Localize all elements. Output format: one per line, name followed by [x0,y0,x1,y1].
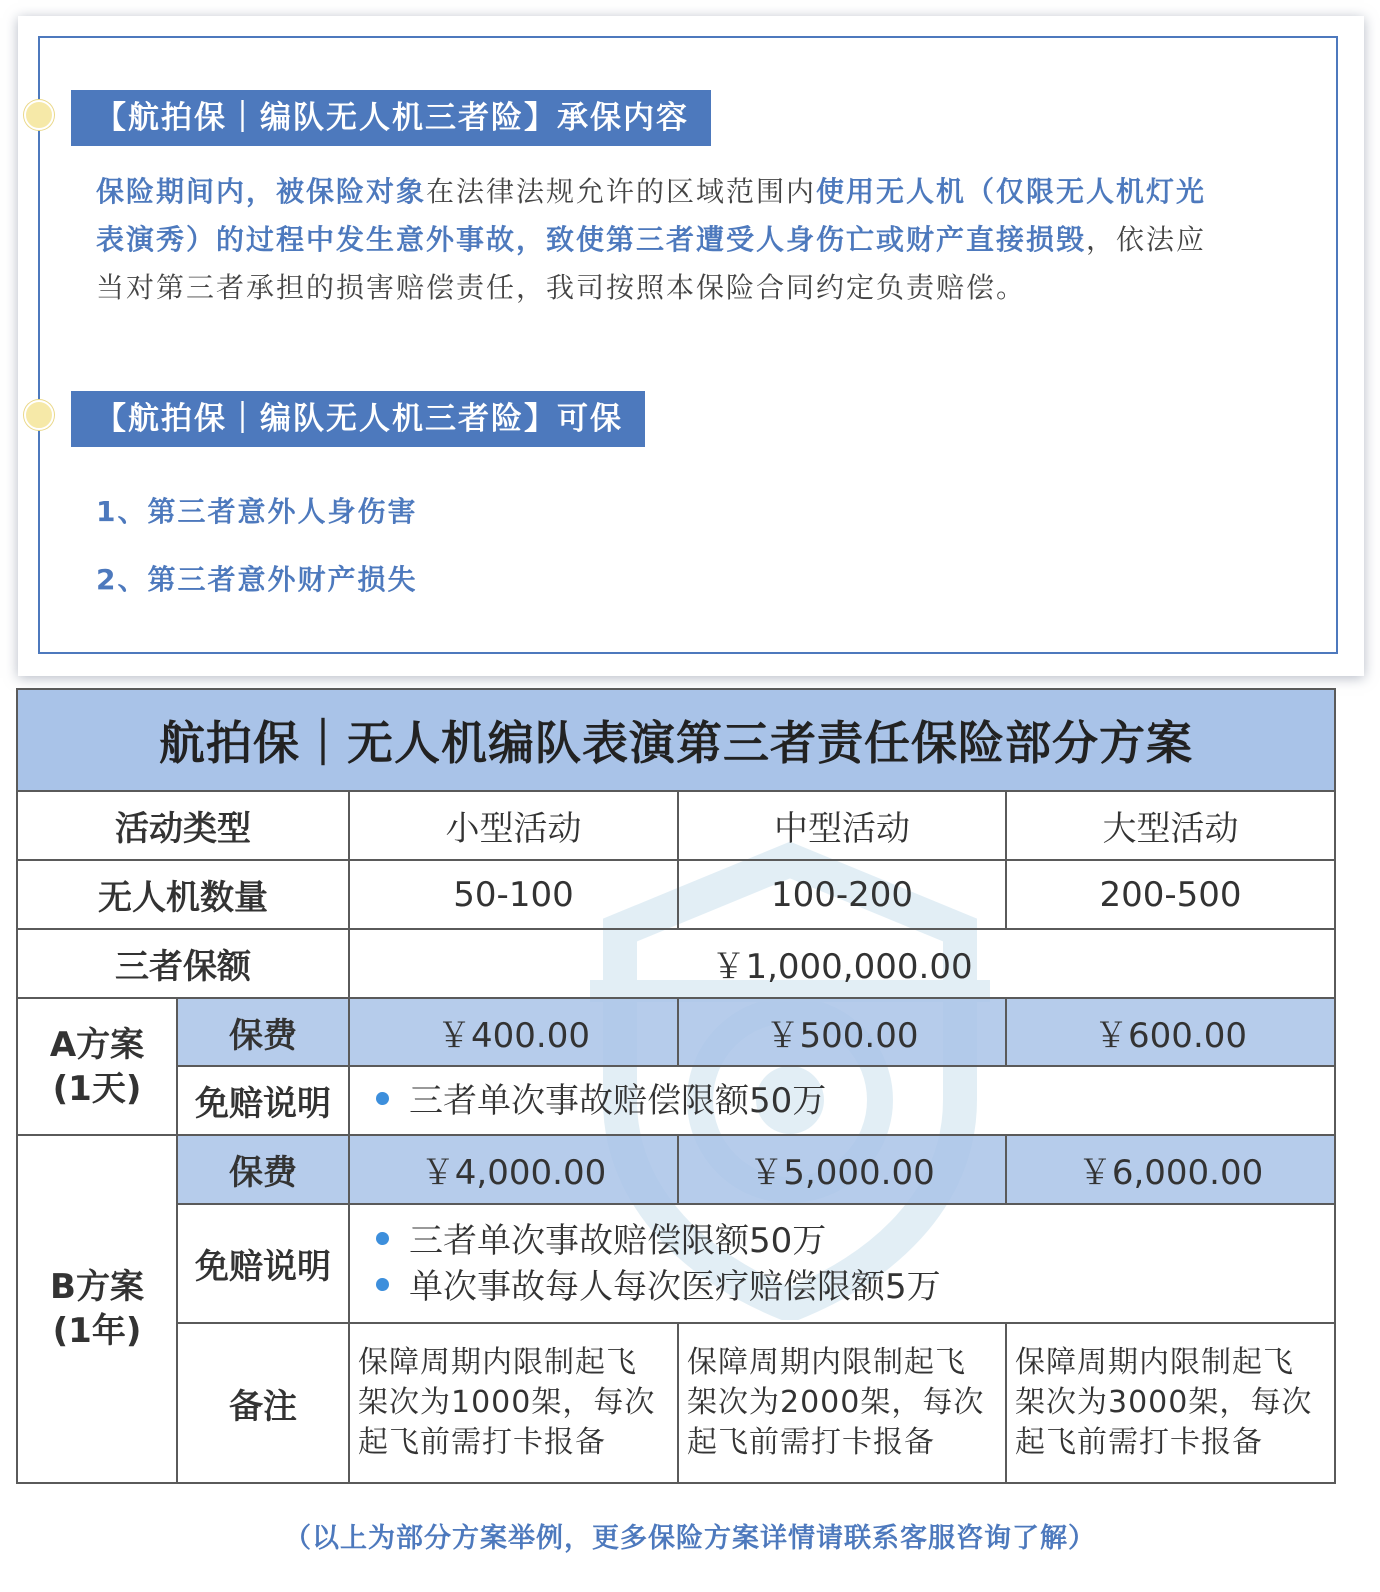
activity-type-large: 大型活动 [1006,791,1335,860]
section-dot-2 [24,400,54,430]
plan-b-premium-small: ￥4,000.00 [349,1135,678,1204]
plan-a-exemption-item: 三者单次事故赔偿限额50万 [376,1078,1334,1124]
section-dot-1 [24,100,54,130]
plan-a-exemption-label: 免赔说明 [177,1066,349,1135]
para-text-2: ，依法应当对第三者承担的损害赔偿责任，我司按照本保险合同约定负责赔偿。 [96,223,1207,304]
bullet-icon [376,1092,389,1105]
plan-a-premium-label: 保费 [177,998,349,1066]
plan-b-remark-large: 保障周期内限制起飞 架次为3000架，每次 起飞前需打卡报备 [1006,1323,1335,1483]
footer-note: （以上为部分方案举例，更多保险方案详情请联系客服咨询了解） [284,1523,1096,1554]
plan-a-name: A方案 [49,1024,145,1065]
plan-b-premium-label: 保费 [177,1135,349,1204]
coverage-paragraph [96,168,1216,312]
plan-b-exemption-item: 单次事故每人每次医疗赔偿限额5万 [376,1264,1334,1310]
plan-b-label [17,1135,177,1483]
plan-a-premium-small: ￥400.00 [349,998,678,1066]
bullet-icon [376,1232,389,1245]
para-text-1: 在法律法规允许的区域范围内 [426,175,817,208]
insurable-item-2: 2、第三者意外财产损失 [96,563,418,596]
para-highlight-2: 使用无人机（仅限无人机灯光表演秀）的过程中发生意外事故，致使第三者遭受人身伤亡或财产直接损毁 [96,175,1207,256]
plan-a-label [17,998,177,1135]
plan-b-remark-medium: 保障周期内限制起飞 架次为2000架，每次 起飞前需打卡报备 [678,1323,1006,1483]
drone-count-label: 无人机数量 [17,860,349,929]
activity-type-medium: 中型活动 [678,791,1006,860]
plan-b-exemption-label: 免赔说明 [177,1204,349,1323]
plan-b-remark-small: 保障周期内限制起飞 架次为1000架，每次 起飞前需打卡报备 [349,1323,678,1483]
plan-table [16,688,1336,1484]
plan-b-remarks-label: 备注 [177,1323,349,1483]
liability-amount: ￥1,000,000.00 [349,929,1335,998]
drone-count-small: 50-100 [349,860,678,929]
drone-count-medium: 100-200 [678,860,1006,929]
plan-a-premium-large: ￥600.00 [1006,998,1335,1066]
plan-b-premium-large: ￥6,000.00 [1006,1135,1335,1204]
insurable-title: 【航拍保｜编队无人机三者险】可保 [71,391,645,447]
coverage-title: 【航拍保｜编队无人机三者险】承保内容 [71,90,711,146]
plan-b-exemptions [349,1204,1335,1323]
plan-b-exemption-item: 三者单次事故赔偿限额50万 [376,1218,1334,1264]
drone-count-large: 200-500 [1006,860,1335,929]
plan-a-duration: (1天) [52,1068,142,1109]
activity-type-label: 活动类型 [17,791,349,860]
bullet-icon [376,1278,389,1291]
plan-b-duration: (1年) [52,1311,142,1351]
plan-a-premium-medium: ￥500.00 [678,998,1006,1066]
table-title: 航拍保｜无人机编队表演第三者责任保险部分方案 [17,689,1335,791]
insurable-item-1: 1、第三者意外人身伤害 [96,495,418,528]
plan-a-exemptions [349,1066,1335,1135]
para-highlight-1: 保险期间内，被保险对象 [96,175,427,208]
plan-b-premium-medium: ￥5,000.00 [678,1135,1006,1204]
activity-type-small: 小型活动 [349,791,678,860]
liability-label: 三者保额 [17,929,349,998]
plan-b-name: B方案 [50,1267,144,1307]
